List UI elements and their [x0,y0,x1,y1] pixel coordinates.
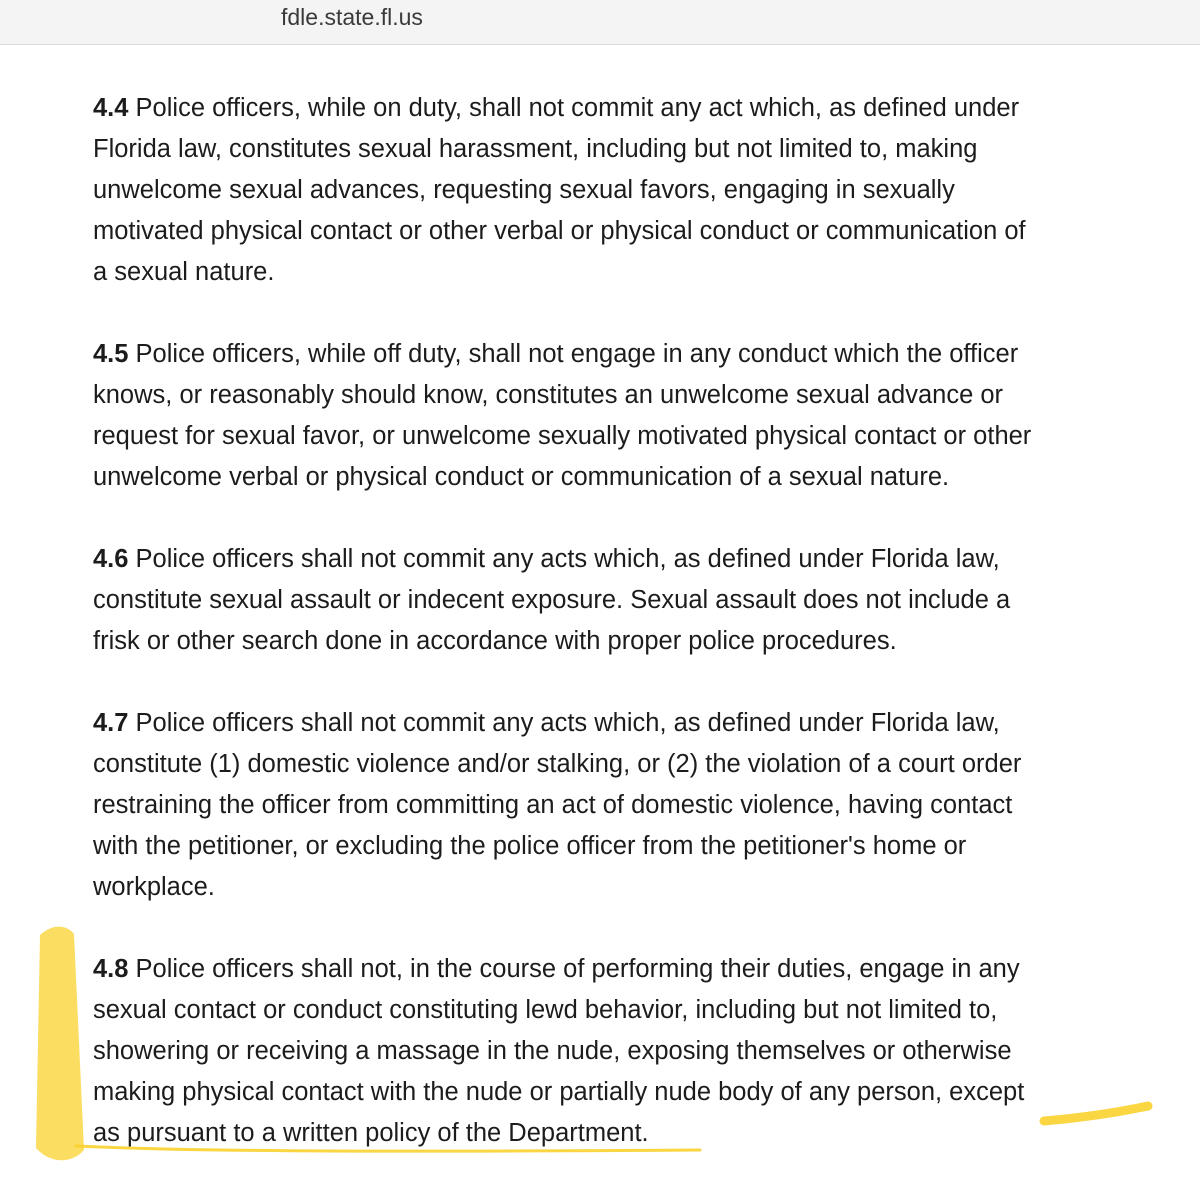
section-4-8 [93,949,1173,1154]
url-text: fdle.state.fl.us [281,4,423,30]
section-4-6 [93,539,1173,662]
section-4-5 [93,334,1173,498]
section-4-4 [93,88,1173,293]
line-text: Police officers shall not commit any acts which, as defined under Florida law, [135,709,1000,737]
text-line [93,334,1173,375]
line-text: Police officers, while off duty, shall not engage in any conduct which the officer [135,340,1019,368]
line-text: Police officers shall not commit any acts which, as defined under Florida law, [135,545,1000,573]
text-line: knows, or reasonably should know, constitutes an unwelcome sexual advance or [93,381,1004,409]
section-number: 4.4 [93,94,129,122]
line-text: Police officers, while on duty, shall not commit any act which, as defined under [135,94,1020,122]
text-line: motivated physical contact or other verbal or physical conduct or communication of [93,217,1026,245]
text-line: frisk or other search done in accordance with proper police procedures. [93,627,897,655]
text-line: unwelcome verbal or physical conduct or communication of a sexual nature. [93,463,950,491]
text-line: sexual contact or conduct constituting lewd behavior, including but not limited to, [93,996,998,1024]
text-line [93,703,1173,744]
text-line: request for sexual favor, or unwelcome sexually motivated physical contact or other [93,422,1032,450]
text-line: workplace. [93,873,215,901]
text-line: restraining the officer from committing an act of domestic violence, having contact [93,791,1013,819]
text-line: with the petitioner, or excluding the police officer from the petitioner's home or [93,832,967,860]
text-line: showering or receiving a massage in the nude, exposing themselves or otherwise [93,1037,1012,1065]
section-4-7 [93,703,1173,908]
text-line [93,539,1173,580]
text-line: as pursuant to a written policy of the Department. [93,1119,649,1147]
text-line [93,88,1173,129]
text-line: constitute sexual assault or indecent exposure. Sexual assault does not include a [93,586,1011,614]
line-text: Police officers shall not, in the course of performing their duties, engage in any [135,955,1020,983]
text-line [93,949,1173,990]
highlight-bar [36,927,84,1161]
section-number: 4.5 [93,340,129,368]
text-line: Florida law, constitutes sexual harassment, including but not limited to, making [93,135,978,163]
text-line: unwelcome sexual advances, requesting sexual favors, engaging in sexually [93,176,955,204]
section-number: 4.8 [93,955,129,983]
document-body [93,88,1173,1194]
browser-address-bar[interactable] [0,0,1200,45]
text-line: a sexual nature. [93,258,275,286]
text-line: constitute (1) domestic violence and/or stalking, or (2) the violation of a court order [93,750,1022,778]
text-line: making physical contact with the nude or partially nude body of any person, except [93,1078,1025,1106]
section-number: 4.7 [93,709,129,737]
section-number: 4.6 [93,545,129,573]
